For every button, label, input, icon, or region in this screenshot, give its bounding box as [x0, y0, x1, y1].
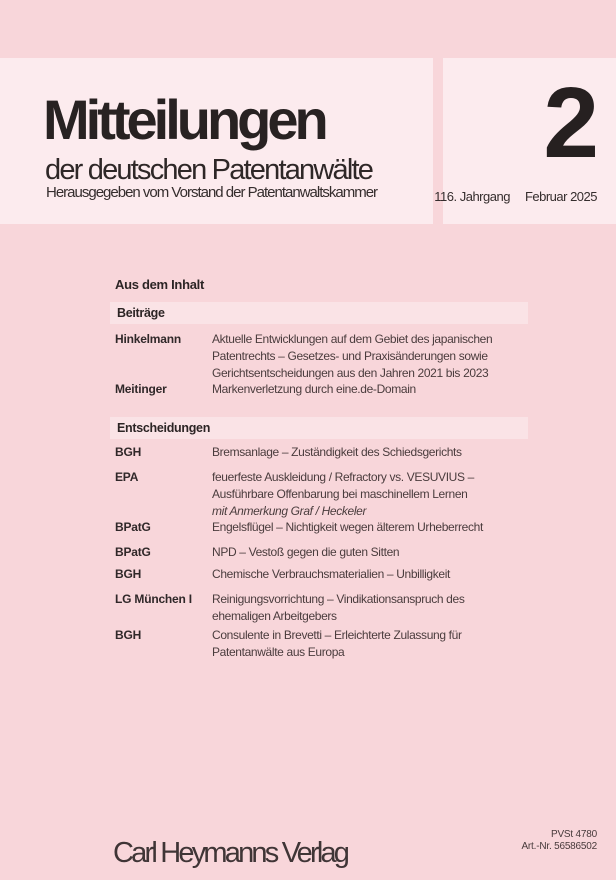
journal-title: Mitteilungen — [43, 88, 325, 151]
toc-title: Consulente in Brevetti – Erleichterte Zulassung für Patentanwälte aus Europa — [212, 628, 462, 659]
contents-heading: Aus dem Inhalt — [115, 277, 204, 292]
toc-title: Chemische Verbrauchsmaterialien – Unbilligkeit — [212, 567, 451, 581]
toc-source: BGH — [115, 567, 142, 581]
footer-meta — [521, 829, 597, 852]
section-header-entscheidungen: Entscheidungen — [110, 417, 528, 439]
article-number: Art.-Nr. 56586502 — [521, 840, 597, 852]
toc-title: Reinigungsvorrichtung – Vindikationsanspruch des ehemaligen Arbeitgebers — [212, 592, 465, 623]
toc-title: NPD – Vestoß gegen die guten Sitten — [212, 545, 400, 559]
toc-row — [115, 627, 528, 661]
issue-meta — [434, 189, 597, 204]
toc-row — [115, 469, 528, 520]
section-header-beitraege: Beiträge — [110, 302, 528, 324]
toc-row — [115, 381, 528, 398]
toc-row — [115, 544, 528, 561]
toc-source: EPA — [115, 470, 139, 484]
toc-row — [115, 331, 528, 382]
toc-source: BGH — [115, 445, 142, 459]
toc-source: BPatG — [115, 520, 151, 534]
toc-title: Bremsanlage – Zuständigkeit des Schiedsgerichts — [212, 445, 462, 459]
postal-id: PVSt 4780 — [550, 829, 597, 840]
toc-annotation: mit Anmerkung Graf / Heckeler — [212, 504, 367, 518]
toc-row — [115, 519, 528, 536]
toc-source: LG München I — [115, 592, 192, 606]
toc-title: Markenverletzung durch eine.de-Domain — [212, 382, 416, 396]
toc-source: Hinkelmann — [115, 332, 182, 346]
toc-title-with-note — [212, 469, 520, 520]
journal-subtitle: der deutschen Patentanwälte — [45, 154, 373, 186]
volume-label: 116. Jahrgang — [434, 189, 510, 204]
toc-title: Aktuelle Entwicklungen auf dem Gebiet des japanischen Patentrechts – Gesetzes- und Praxisänderungen sowie Gerichtsentscheidungen aus den Jahren 2021 bis 2023 — [212, 332, 493, 380]
toc-source: Meitinger — [115, 382, 167, 396]
toc-row — [115, 444, 528, 461]
toc-source: BGH — [115, 628, 142, 642]
issue-date: Februar 2025 — [524, 189, 597, 204]
toc-title: feuerfeste Auskleidung / Refractory vs. VESUVIUS – Ausführbare Offenbarung bei maschinellem Lernen — [212, 470, 474, 501]
publisher-name: Carl Heymanns Verlag — [113, 837, 348, 869]
toc-title: Engelsflügel – Nichtigkeit wegen älterem Urheberrecht — [212, 520, 483, 534]
issue-number: 2 — [543, 67, 597, 179]
masthead-publisher-line: Herausgegeben vom Vorstand der Patentanwaltskammer — [46, 184, 378, 201]
toc-row — [115, 566, 528, 583]
toc-row — [115, 591, 528, 625]
toc-source: BPatG — [115, 545, 151, 559]
